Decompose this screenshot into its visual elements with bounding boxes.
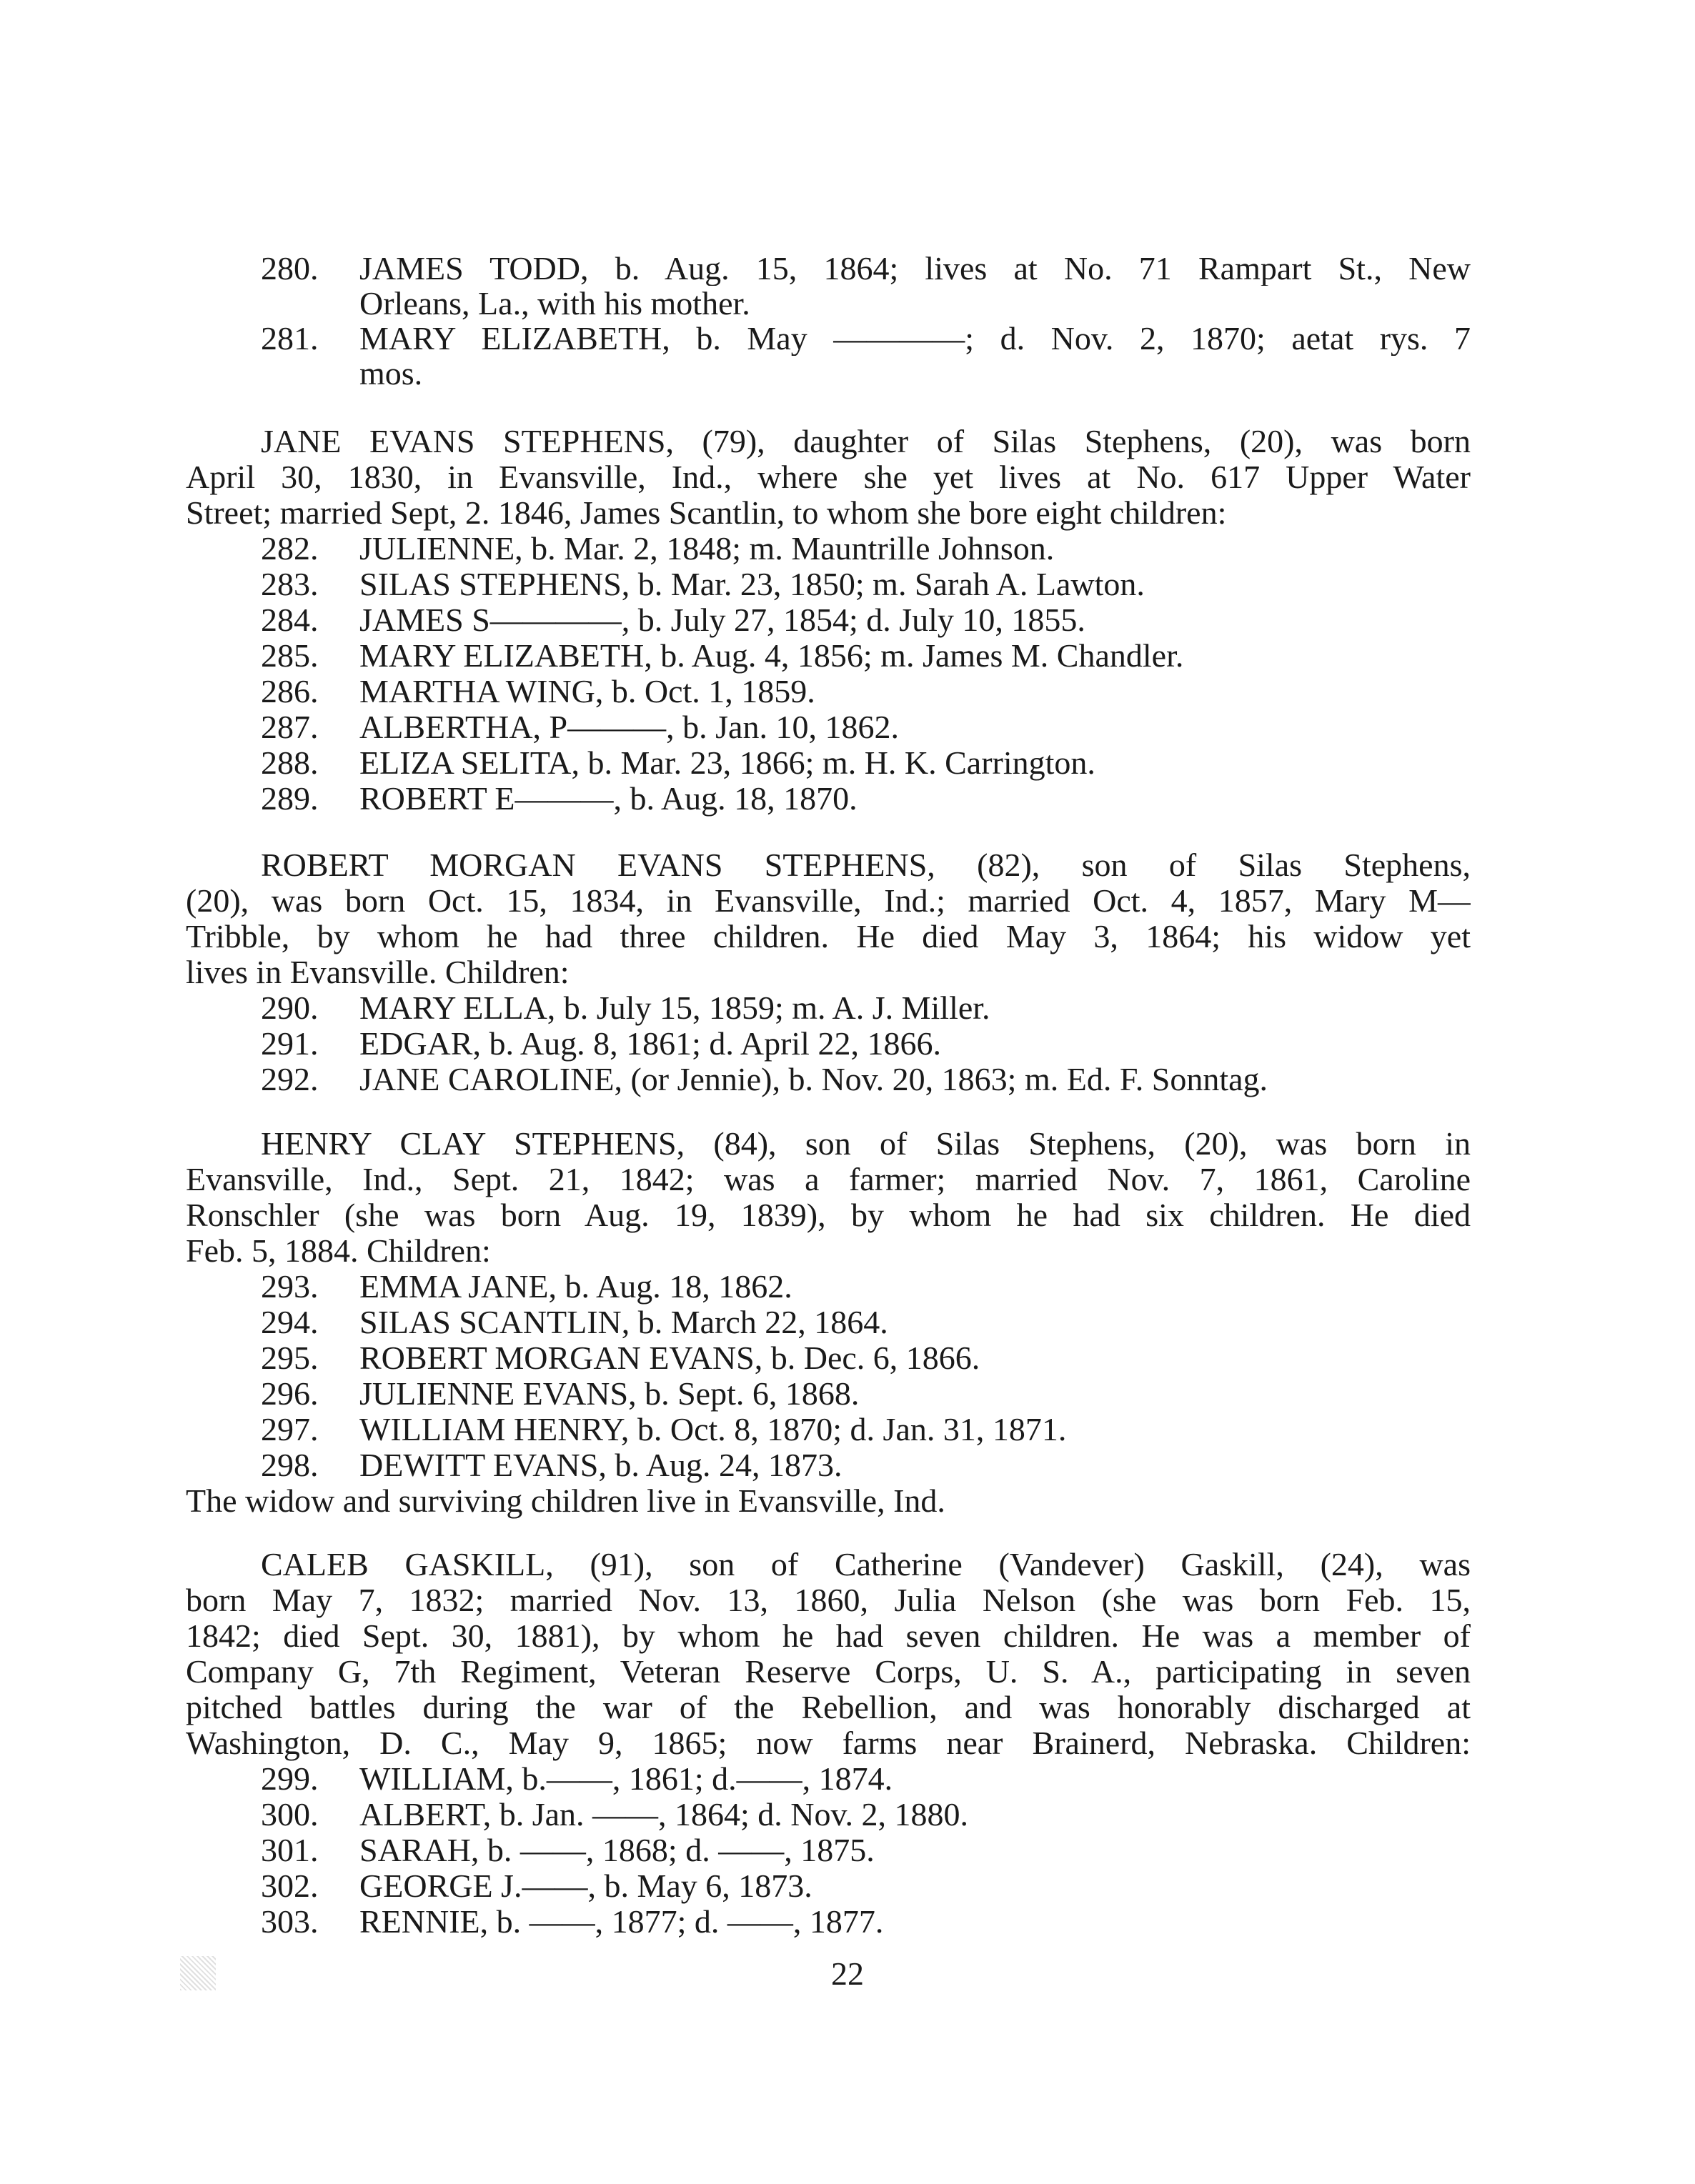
entry-number: 289. bbox=[261, 780, 319, 817]
entry-line: MARY ELLA, b. July 15, 1859; m. A. J. Miller. bbox=[359, 989, 990, 1026]
paragraph-line: born May 7, 1832; married Nov. 13, 1860, Julia Nelson (she was born Feb. 15, bbox=[186, 1582, 1471, 1618]
entry-line: ROBERT E———, b. Aug. 18, 1870. bbox=[359, 780, 858, 817]
child-entry bbox=[186, 1868, 1471, 1904]
entry-number: 295. bbox=[261, 1340, 319, 1376]
child-entry bbox=[186, 251, 1471, 321]
entry-number: 302. bbox=[261, 1868, 319, 1904]
child-entry bbox=[186, 1412, 1471, 1447]
child-entry bbox=[186, 1833, 1471, 1868]
entry-number: 280. bbox=[261, 250, 319, 286]
entry-line: JAMES S————, b. July 27, 1854; d. July 10, 1855. bbox=[359, 602, 1085, 638]
paragraph-line: Company G, 7th Regiment, Veteran Reserve Corps, U. S. A., participating in seven bbox=[186, 1654, 1471, 1690]
entry-number: 288. bbox=[261, 744, 319, 781]
entry-number: 292. bbox=[261, 1061, 319, 1097]
section-robert-morgan-evans-stephens bbox=[186, 847, 1471, 1097]
paragraph-line: Washington, D. C., May 9, 1865; now farms near Brainerd, Nebraska. Children: bbox=[186, 1725, 1471, 1761]
paragraph-line: (20), was born Oct. 15, 1834, in Evansville, Ind.; married Oct. 4, 1857, Mary M— bbox=[186, 883, 1471, 919]
biography-paragraph bbox=[186, 847, 1471, 990]
entry-line: ALBERT, b. Jan. ——, 1864; d. Nov. 2, 1880. bbox=[359, 1796, 969, 1833]
paragraph-line: CALEB GASKILL, (91), son of Catherine (Vandever) Gaskill, (24), was bbox=[261, 1547, 1471, 1582]
entry-number: 299. bbox=[261, 1760, 319, 1797]
biography-paragraph bbox=[186, 1126, 1471, 1269]
entry-line: ELIZA SELITA, b. Mar. 23, 1866; m. H. K. Carrington. bbox=[359, 744, 1095, 781]
paragraph-line: Feb. 5, 1884. Children: bbox=[186, 1232, 491, 1269]
child-entry bbox=[186, 781, 1471, 817]
paragraph-line: HENRY CLAY STEPHENS, (84), son of Silas Stephens, (20), was born in bbox=[261, 1126, 1471, 1162]
entry-number: 283. bbox=[261, 566, 319, 602]
entry-number: 286. bbox=[261, 673, 319, 709]
entry-number: 291. bbox=[261, 1025, 319, 1062]
child-entry bbox=[186, 990, 1471, 1026]
entry-line: JULIENNE EVANS, b. Sept. 6, 1868. bbox=[359, 1375, 860, 1412]
entry-line: SILAS STEPHENS, b. Mar. 23, 1850; m. Sarah A. Lawton. bbox=[359, 566, 1145, 602]
child-entry bbox=[186, 1904, 1471, 1940]
biography-paragraph bbox=[186, 424, 1471, 531]
section-jane-evans-stephens bbox=[186, 424, 1471, 817]
section-caleb-gaskill bbox=[186, 1547, 1471, 1940]
entry-number: 301. bbox=[261, 1832, 319, 1868]
section-henry-clay-stephens bbox=[186, 1126, 1471, 1519]
entry-line: WILLIAM, b.——, 1861; d.——, 1874. bbox=[359, 1760, 893, 1797]
entry-line: GEORGE J.——, b. May 6, 1873. bbox=[359, 1868, 812, 1904]
entry-line: MARY ELIZABETH, b. May ————; d. Nov. 2, 1870; aetat rys. 7 bbox=[359, 321, 1471, 356]
paragraph-line: Tribble, by whom he had three children. He died May 3, 1864; his widow yet bbox=[186, 919, 1471, 954]
paragraph-line: ROBERT MORGAN EVANS STEPHENS, (82), son of Silas Stephens, bbox=[261, 847, 1471, 883]
entry-line: MARTHA WING, b. Oct. 1, 1859. bbox=[359, 673, 815, 709]
page-number: 22 bbox=[831, 1955, 864, 1992]
paragraph-line: pitched battles during the war of the Rebellion, and was honorably discharged at bbox=[186, 1690, 1471, 1725]
entry-line: mos. bbox=[359, 355, 423, 392]
entry-number: 303. bbox=[261, 1903, 319, 1940]
child-entry bbox=[186, 745, 1471, 781]
child-entry bbox=[186, 1026, 1471, 1062]
entry-number: 298. bbox=[261, 1447, 319, 1483]
child-entry bbox=[186, 1305, 1471, 1340]
child-entry bbox=[186, 567, 1471, 602]
paragraph-line: Street; married Sept, 2. 1846, James Scantlin, to whom she bore eight children: bbox=[186, 494, 1227, 531]
entry-number: 300. bbox=[261, 1796, 319, 1833]
entry-line: RENNIE, b. ——, 1877; d. ——, 1877. bbox=[359, 1903, 884, 1940]
paragraph-line: Ronschler (she was born Aug. 19, 1839), by whom he had six children. He died bbox=[186, 1197, 1471, 1233]
child-entry bbox=[186, 1269, 1471, 1305]
biography-paragraph bbox=[186, 1547, 1471, 1761]
entry-number: 294. bbox=[261, 1304, 319, 1340]
entry-line: MARY ELIZABETH, b. Aug. 4, 1856; m. James M. Chandler. bbox=[359, 637, 1184, 674]
entry-number: 290. bbox=[261, 989, 319, 1026]
entry-line: JULIENNE, b. Mar. 2, 1848; m. Mauntrille Johnson. bbox=[359, 530, 1055, 567]
entry-line: ROBERT MORGAN EVANS, b. Dec. 6, 1866. bbox=[359, 1340, 980, 1376]
child-entry bbox=[186, 709, 1471, 745]
entry-line: EDGAR, b. Aug. 8, 1861; d. April 22, 1866. bbox=[359, 1025, 941, 1062]
entry-line: JAMES TODD, b. Aug. 15, 1864; lives at No. 71 Rampart St., New bbox=[359, 251, 1471, 286]
child-entry bbox=[186, 321, 1471, 391]
child-entry bbox=[186, 1447, 1471, 1483]
entry-line: EMMA JANE, b. Aug. 18, 1862. bbox=[359, 1268, 792, 1305]
paragraph-line: JANE EVANS STEPHENS, (79), daughter of Silas Stephens, (20), was born bbox=[261, 424, 1471, 459]
child-entry bbox=[186, 674, 1471, 709]
paragraph-line: Evansville, Ind., Sept. 21, 1842; was a farmer; married Nov. 7, 1861, Caroline bbox=[186, 1162, 1471, 1197]
entry-number: 282. bbox=[261, 530, 319, 567]
child-entry bbox=[186, 1761, 1471, 1797]
child-entry bbox=[186, 1376, 1471, 1412]
child-entry bbox=[186, 638, 1471, 674]
entry-number: 297. bbox=[261, 1411, 319, 1447]
child-entry bbox=[186, 602, 1471, 638]
entry-number: 287. bbox=[261, 709, 319, 745]
child-entry bbox=[186, 1797, 1471, 1833]
paragraph-line: 1842; died Sept. 30, 1881), by whom he had seven children. He was a member of bbox=[186, 1618, 1471, 1654]
entry-line: SILAS SCANTLIN, b. March 22, 1864. bbox=[359, 1304, 888, 1340]
entry-number: 296. bbox=[261, 1375, 319, 1412]
entry-line: WILLIAM HENRY, b. Oct. 8, 1870; d. Jan. 31, 1871. bbox=[359, 1411, 1067, 1447]
section-children-list bbox=[186, 251, 1471, 391]
entry-number: 284. bbox=[261, 602, 319, 638]
entry-number: 293. bbox=[261, 1268, 319, 1305]
closing-note: The widow and surviving children live in Evansville, Ind. bbox=[186, 1482, 945, 1519]
child-entry bbox=[186, 1340, 1471, 1376]
entry-line: ALBERTHA, P———, b. Jan. 10, 1862. bbox=[359, 709, 899, 745]
entry-line: SARAH, b. ——, 1868; d. ——, 1875. bbox=[359, 1832, 875, 1868]
entry-line: JANE CAROLINE, (or Jennie), b. Nov. 20, 1863; m. Ed. F. Sonntag. bbox=[359, 1061, 1268, 1097]
child-entry bbox=[186, 531, 1471, 567]
entry-number: 285. bbox=[261, 637, 319, 674]
paragraph-line: April 30, 1830, in Evansville, Ind., where she yet lives at No. 617 Upper Water bbox=[186, 459, 1471, 495]
entry-number: 281. bbox=[261, 320, 319, 356]
paragraph-line: lives in Evansville. Children: bbox=[186, 954, 570, 990]
child-entry bbox=[186, 1062, 1471, 1097]
entry-line: DEWITT EVANS, b. Aug. 24, 1873. bbox=[359, 1447, 842, 1483]
entry-line: Orleans, La., with his mother. bbox=[359, 285, 750, 321]
